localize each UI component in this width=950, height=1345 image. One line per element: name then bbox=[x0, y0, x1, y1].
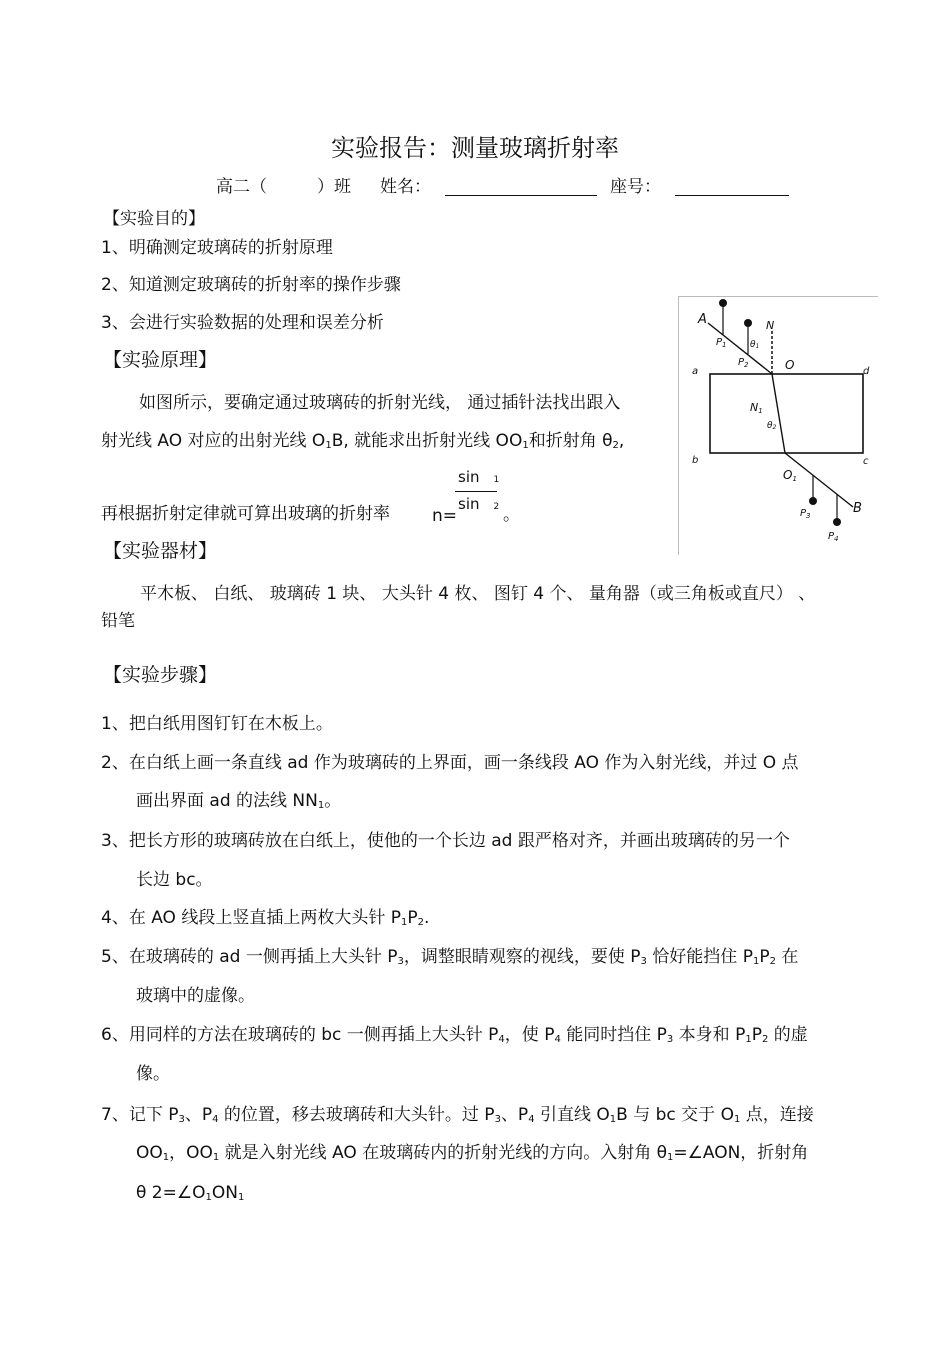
refraction-diagram-svg bbox=[679, 297, 878, 555]
label-o: O bbox=[785, 358, 795, 372]
pin-p3-head bbox=[809, 497, 817, 505]
equipment-heading: 【实验器材】 bbox=[103, 540, 218, 562]
fraction-bar bbox=[455, 491, 497, 492]
step-item: 7、记下 $P_3$、$P_4$ 的位置，移去玻璃砖和大头针。过 $P_3$、$P_4$ 引直线 $O_1B$ 与 bc 交于 $O_1$ 点，连接 bbox=[101, 1105, 814, 1125]
step-item-continued: 玻璃中的虚像。 bbox=[136, 986, 255, 1006]
label-p3: $P_3$ bbox=[800, 508, 811, 520]
equipment-text: 平木板、 白纸、 玻璃砖 1 块、 大头针 4 枚、 图钉 4 个、 量角器（或三角板或直尺） 、 bbox=[140, 584, 816, 604]
steps-heading: 【实验步骤】 bbox=[103, 664, 218, 686]
class-label-suffix: ）班 bbox=[317, 177, 351, 197]
purpose-item: 3、会进行实验数据的处理和误差分析 bbox=[101, 313, 384, 333]
step-item-continued: θ $2=\angle O_1ON_1$ bbox=[136, 1183, 245, 1203]
step-item: 3、把长方形的玻璃砖放在白纸上，使他的一个长边 ad 跟严格对齐，并画出玻璃砖的另一个 bbox=[101, 831, 790, 851]
label-corner-d: d bbox=[863, 366, 870, 377]
n-equals: n= bbox=[432, 506, 458, 526]
principle-heading: 【实验原理】 bbox=[103, 349, 218, 371]
seat-blank[interactable] bbox=[675, 177, 789, 196]
label-b-point: B bbox=[853, 501, 862, 516]
step-item-continued: 像。 bbox=[136, 1064, 170, 1084]
label-a-point: A bbox=[698, 312, 707, 327]
label-n1: N1 bbox=[750, 401, 763, 415]
principle-text: 如图所示，要确定通过玻璃砖的折射光线， 通过插针法找出跟入 bbox=[139, 393, 621, 413]
name-blank[interactable] bbox=[445, 177, 597, 196]
step-item: 5、在玻璃砖的 ad 一侧再插上大头针 $P_3$，调整眼睛观察的视线，要使 $P_3$ 恰好能挡住 $P_1P_2$ 在 bbox=[101, 947, 799, 967]
name-label: 姓名： bbox=[380, 177, 431, 197]
step-item-continued: $OO_1$，$OO_1$ 就是入射光线 AO 在玻璃砖内的折射光线的方向。入射角 $\theta_1=\angle AON$，折射角 bbox=[136, 1143, 809, 1163]
label-p1: $P_1$ bbox=[716, 337, 727, 349]
label-theta2: θ2 bbox=[767, 421, 777, 431]
label-theta1: θ1 bbox=[750, 340, 760, 350]
step-item: 2、在白纸上画一条直线 ad 作为玻璃砖的上界面，画一条线段 AO 作为入射光线，并过 O 点 bbox=[101, 753, 799, 773]
label-corner-a: a bbox=[692, 366, 699, 377]
step-item-continued: 画出界面 ad 的法线 $NN_1$。 bbox=[136, 791, 342, 811]
seat-field[interactable] bbox=[610, 176, 789, 198]
principle-text: 再根据折射定律就可算出玻璃的折射率 bbox=[101, 504, 390, 524]
label-o1: O1 bbox=[783, 468, 797, 483]
pin-p1-head bbox=[719, 299, 727, 307]
label-p2: $P_2$ bbox=[738, 357, 749, 369]
seat-label: 座号： bbox=[610, 177, 661, 197]
label-n: N bbox=[766, 319, 775, 332]
step-item: 1、把白纸用图钉钉在木板上。 bbox=[101, 714, 333, 734]
name-field[interactable] bbox=[380, 176, 597, 198]
step-item-continued: 长边 bc。 bbox=[136, 870, 213, 890]
student-info-line bbox=[216, 176, 351, 198]
purpose-item: 2、知道测定玻璃砖的折射率的操作步骤 bbox=[101, 275, 401, 295]
sin-numerator: sin 1 bbox=[458, 468, 500, 486]
refraction-diagram bbox=[678, 296, 878, 555]
pin-p2-head bbox=[744, 319, 752, 327]
refracted-ray bbox=[772, 374, 785, 453]
label-corner-c: c bbox=[863, 456, 869, 467]
class-label-prefix: 高二（ bbox=[216, 177, 267, 197]
purpose-item: 1、明确测定玻璃砖的折射原理 bbox=[101, 238, 333, 258]
principle-text: 射光线 AO 对应的出射光线 $O_1B$, 就能求出折射光线 $OO_1$和折射角 $\theta_2$, bbox=[101, 431, 625, 451]
glass-block bbox=[710, 374, 863, 453]
label-corner-b: b bbox=[692, 455, 699, 466]
label-p4: $P_4$ bbox=[828, 531, 839, 543]
sin-denominator: sin 2 bbox=[458, 495, 500, 513]
pin-p4-head bbox=[833, 518, 841, 526]
step-item: 6、用同样的方法在玻璃砖的 bc 一侧再插上大头针 $P_4$，使 $P_4$ 能同时挡住 $P_3$ 本身和 $P_1P_2$ 的虚 bbox=[101, 1025, 808, 1045]
step-item: 4、在 AO 线段上竖直插上两枚大头针 $P_1P_2$. bbox=[101, 908, 430, 928]
page-title: 实验报告：测量玻璃折射率 bbox=[331, 134, 619, 162]
purpose-heading: 【实验目的】 bbox=[103, 209, 205, 229]
formula-period: 。 bbox=[503, 505, 520, 525]
equipment-text: 铅笔 bbox=[101, 611, 135, 631]
